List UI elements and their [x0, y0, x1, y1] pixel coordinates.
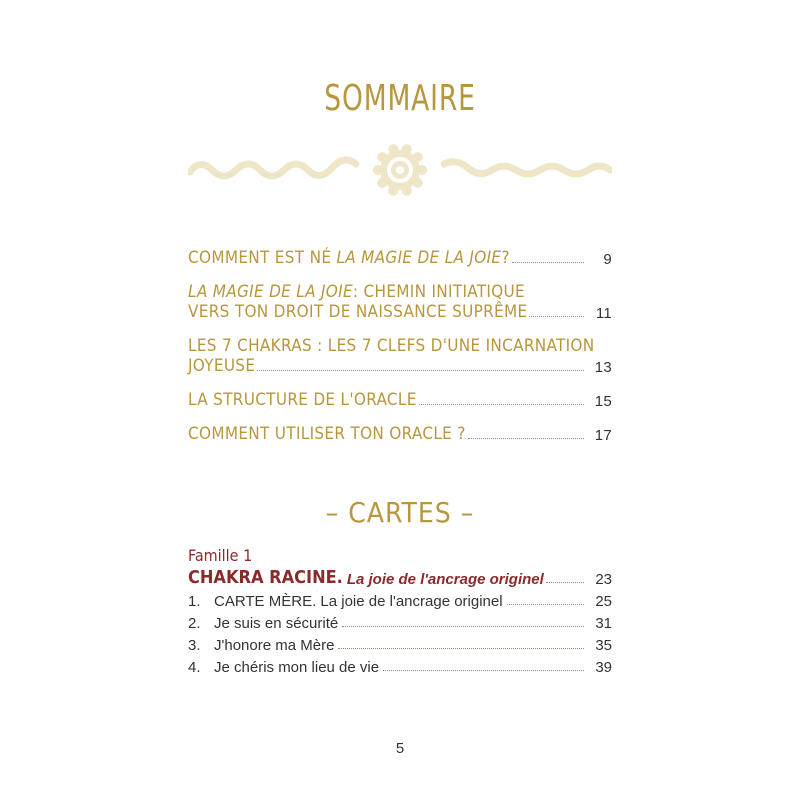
sun-ray [377, 178, 387, 188]
card-entry-3[interactable]: 3. J'honore ma Mère 35 [188, 637, 612, 654]
page-ref: 17 [594, 427, 612, 444]
chakra-entry[interactable] [188, 567, 612, 588]
page-number: 5 [395, 740, 405, 757]
family-label: Famille 1 [188, 546, 253, 565]
sun-ray [388, 186, 398, 196]
page-ref: 35 [595, 637, 612, 654]
leader-dots [468, 438, 584, 439]
leader-dots [546, 582, 584, 583]
sun-ray [377, 152, 387, 162]
sun-ray [417, 165, 427, 175]
page-ref: 13 [594, 359, 612, 376]
page-ref: 39 [595, 659, 612, 676]
page-ref: 23 [595, 571, 612, 588]
leader-dots [419, 404, 584, 405]
family-1-block [188, 546, 612, 676]
cards-section-title: – CARTES – [325, 496, 475, 529]
chakra-subtitle: La joie de l'ancrage originel [346, 571, 544, 588]
card-entry-2[interactable]: 2. Je suis en sécurité 31 [188, 615, 612, 632]
table-of-contents [188, 248, 612, 458]
page-title: SOMMAIRE [324, 78, 476, 119]
leader-dots [529, 316, 584, 317]
toc-entry-2[interactable]: LA MAGIE DE LA JOIE: CHEMIN INITIATIQUE VERS TON DROIT DE NAISSANCE SUPRÊME 11 [188, 282, 612, 322]
sun-ray [413, 152, 423, 162]
sun-ray [373, 165, 383, 175]
toc-entry-1[interactable]: COMMENT EST NÉ LA MAGIE DE LA JOIE? 9 [188, 248, 612, 268]
sun-ray [402, 186, 412, 196]
chakra-name: CHAKRA RACINE. [188, 567, 343, 588]
toc-entry-3[interactable]: LES 7 CHAKRAS : LES 7 CLEFS D'UNE INCARNATION JOYEUSE 13 [188, 336, 612, 376]
page-ref: 25 [595, 593, 612, 610]
wave-sun-ornament [188, 140, 612, 200]
page-ref: 11 [595, 305, 612, 322]
page-ref: 9 [603, 251, 612, 268]
leader-dots [507, 604, 584, 605]
leader-dots [257, 370, 584, 371]
sun-ray [402, 144, 412, 154]
leader-dots [512, 262, 584, 263]
leader-dots [383, 670, 584, 671]
leader-dots [342, 626, 584, 627]
toc-entry-4[interactable]: LA STRUCTURE DE L'ORACLE 15 [188, 390, 612, 410]
card-entry-1[interactable]: 1. CARTE MÈRE. La joie de l'ancrage originel 25 [188, 593, 612, 610]
page-ref: 31 [595, 615, 612, 632]
sun-ray [388, 144, 398, 154]
sun-ray [413, 178, 423, 188]
toc-entry-5[interactable]: COMMENT UTILISER TON ORACLE ? 17 [188, 424, 612, 444]
card-entry-4[interactable]: 4. Je chéris mon lieu de vie 39 [188, 659, 612, 676]
leader-dots [338, 648, 584, 649]
book-page [110, 0, 690, 800]
page-ref: 15 [594, 393, 612, 410]
